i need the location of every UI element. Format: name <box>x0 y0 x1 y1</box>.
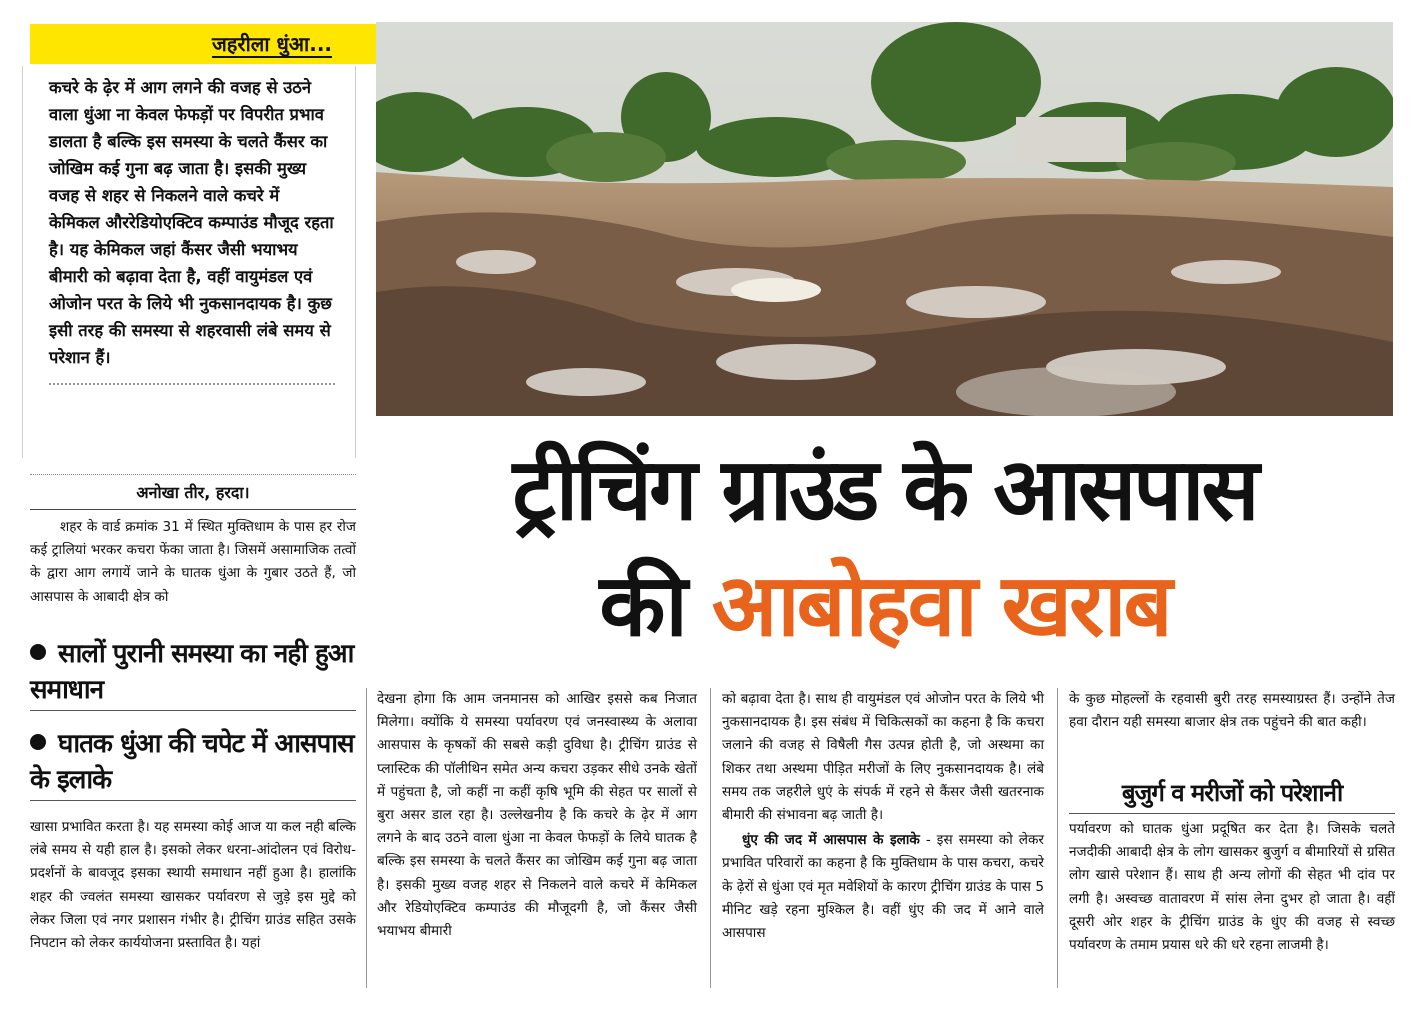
column4-paragraph1: के कुछ मोहल्लों के रहवासी बुरी तरह समस्याग्रस्त हैं। उन्होंने तेज हवा दौरान यही समस्या बाजार क्षेत्र तक पहुंचने की बात कही। <box>1069 691 1395 731</box>
column-divider <box>1057 688 1058 988</box>
kicker-label: जहरीला धुंआ... <box>30 24 514 64</box>
bullet-point-1: सालों पुरानी समस्या का नही हुआ समाधान <box>30 636 356 711</box>
column-divider <box>366 688 367 988</box>
column3-paragraph2: - इस समस्या को लेकर प्रभावित परिवारों का कहना है कि मुक्तिधाम के पास कचरा, कचरे के ढ़ेरों से धुंआ एवं मृत मवेशियों के कारण ट्रीचिंग ग्राउंड के पास 5 मीनिट खड़े रहना मुश्किल है। वहीं धुंए की जद में आने वाले आसपास <box>722 832 1044 942</box>
headline-highlight: आबोहवा खराब <box>711 556 1170 656</box>
landfill-photo <box>376 22 1393 416</box>
column3 <box>722 688 1044 945</box>
column3-subhead: धुंए की जद में आसपास के इलाके <box>742 832 920 849</box>
headline <box>376 432 1393 682</box>
column4-subhead: बुजुर्ग व मरीजों को परेशानी <box>1069 776 1395 814</box>
column1-bottom: खासा प्रभावित करता है। यह समस्या कोई आज या कल नही बल्कि लंबे समय से यही हाल है। इसको लेकर धरना-आंदोलन एवं विरोध-प्रदर्शनों के बावजूद इसका स्थायी समाधान नहीं हुआ है। हालांकि शहर की ज्वलंत समस्या खासकर पर्यावरण से जुड़े इस मुद्दे को लेकर जिला एवं नगर प्रशासन गंभीर है। ट्रीचिंग ग्राउंड सहित उसके निपटान को लेकर कार्ययोजना प्रस्तावित है। यहां <box>30 819 356 952</box>
column-divider <box>710 688 711 988</box>
column3-paragraph1: को बढ़ावा देता है। साथ ही वायुमंडल एवं ओजोन परत के लिये भी नुकसानदायक है। इस संबंध में चिकित्सकों का कहना है कि कचरा जलाने की वजह से विषैली गैस उत्पन्न होती है, जो अस्थमा का शिकर तथा अस्थमा पीड़ित मरीजों के लिए नुकसानदायक है। लंबे समय तक जहरीले धुएं के संपर्क में रहने से कैंसर जैसी खतरनाक बीमारी की संभावना बढ़ जाती है। <box>722 691 1044 824</box>
column4-paragraph2: पर्यावरण को घातक धुंआ प्रदूषित कर देता है। जिसके चलते नजदीकी आबादी क्षेत्र के लोग खासकर बुजुर्ग व बीमारियों से ग्रसित लोग खासे परेशान हैं। साथ ही अन्य लोगों की सेहत भी दांव पर लगी है। अस्वच्छ वातावरण में सांस लेना दुभर हो जाता है। वहीं दूसरी ओर शहर के ट्रीचिंग ग्राउंड के धुंए की वजह से स्वच्छ पर्यावरण के तमाम प्रयास धरे की धरे रहना लाजमी है। <box>1069 821 1395 954</box>
bullet-point-2: घातक धुंआ की चपेट में आसपास के इलाके <box>30 726 356 801</box>
dateline: अनोखा तीर, हरदा। <box>30 474 356 510</box>
column4-top <box>1069 688 1395 734</box>
headline-line1: ट्रीचिंग ग्राउंड के आसपास <box>512 440 1257 540</box>
column1-top: शहर के वार्ड क्रमांक 31 में स्थित मुक्तिधाम के पास हर रोज कई ट्रालियां भरकर कचरा फेंका जाता है। जिसमें असामाजिक तत्वों के द्वारा आग लगायें जाने के घातक धुंआ के गुबार उठते हैं, जो आसपास के आबादी क्षेत्र को <box>30 519 356 605</box>
sidebox <box>22 66 356 458</box>
headline-line2: की आबोहवा खराब <box>599 556 1170 656</box>
sidebox-text: कचरे के ढ़ेर में आग लगने की वजह से उठने वाला धुंआ ना केवल फेफड़ों पर विपरीत प्रभाव डालता है बल्कि इस समस्या के चलते कैंसर का जोखिम कई गुना बढ़ जाता है। इसकी मुख्य वजह से शहर से निकलने वाले कचरे में केमिकल औररेडियोएक्टिव कम्पाउंड मौजूद रहता है। यह केमिकल जहां कैंसर जैसी भयाभय बीमारी को बढ़ावा देता है, वहीं वायुमंडल एवं ओजोन परत के लिये भी नुकसानदायक है। कुछ इसी तरह की समस्या से शहरवासी लंबे समय से परेशान हैं। <box>49 78 334 367</box>
column2: देखना होगा कि आम जनमानस को आखिर इससे कब निजात मिलेगा। क्योंकि ये समस्या पर्यावरण एवं जनस्वास्थ्य के अलावा आसपास के कृषकों की सबसे कड़ी दुविधा है। ट्रीचिंग ग्राउंड से प्लास्टिक की पॉलीथिन समेत अन्य कचरा उड़कर सीधे उनके खेतों में पहुंचता है, जो कहीं ना कहीं कृषि भूमि की सेहत पर सालों से बुरा असर डाल रहा है। उल्लेखनीय है कि कचरे के ढ़ेर में आग लगने के बाद उठने वाला धुंआ ना केवल फेफड़ों के लिये घातक है बल्कि इस समस्या के चलते कैंसर का जोखिम कई गुना बढ़ जाता है। इसकी मुख्य वजह शहर से निकलने वाले कचरे में केमिकल और रेडियोएक्टिव कम्पाउंड की मौजूदगी है, जो कैंसर जैसी भयाभय बीमारी <box>377 691 697 940</box>
